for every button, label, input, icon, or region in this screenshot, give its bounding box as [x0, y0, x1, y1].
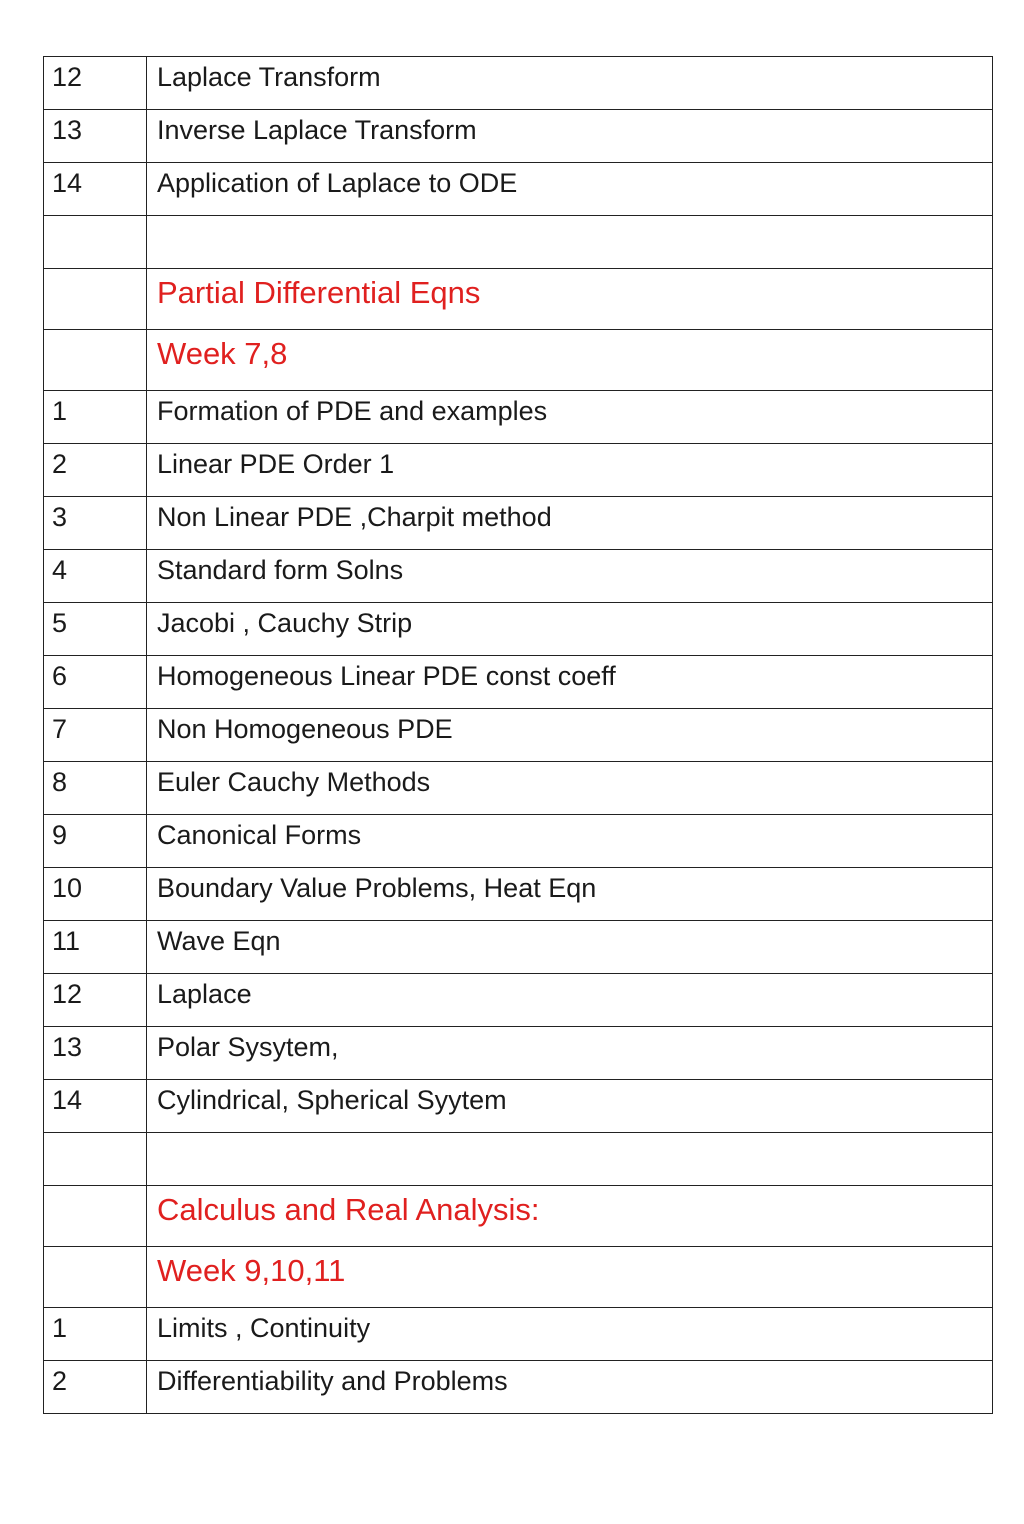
section-heading-row [44, 1186, 993, 1247]
section-heading: Week 9,10,11 [147, 1247, 993, 1308]
row-number: 11 [44, 921, 147, 974]
row-number: 3 [44, 497, 147, 550]
section-heading: Partial Differential Eqns [147, 269, 993, 330]
row-number [44, 1186, 147, 1247]
table-row [44, 110, 993, 163]
table-row [44, 550, 993, 603]
row-topic: Polar Sysytem, [147, 1027, 993, 1080]
row-topic: Standard form Solns [147, 550, 993, 603]
table-row [44, 974, 993, 1027]
row-number: 13 [44, 1027, 147, 1080]
table-row [44, 656, 993, 709]
row-number: 14 [44, 1080, 147, 1133]
row-topic [147, 1133, 993, 1186]
blank-row [44, 216, 993, 269]
row-topic: Formation of PDE and examples [147, 391, 993, 444]
row-number: 10 [44, 868, 147, 921]
row-topic: Cylindrical, Spherical Syytem [147, 1080, 993, 1133]
row-topic: Inverse Laplace Transform [147, 110, 993, 163]
row-topic [147, 216, 993, 269]
row-topic: Limits , Continuity [147, 1308, 993, 1361]
section-heading: Week 7,8 [147, 330, 993, 391]
row-topic: Differentiability and Problems [147, 1361, 993, 1414]
table-row [44, 1080, 993, 1133]
table-row [44, 815, 993, 868]
row-number: 2 [44, 1361, 147, 1414]
row-number: 5 [44, 603, 147, 656]
row-number: 12 [44, 974, 147, 1027]
row-number: 13 [44, 110, 147, 163]
row-topic: Euler Cauchy Methods [147, 762, 993, 815]
table-row [44, 163, 993, 216]
row-topic: Application of Laplace to ODE [147, 163, 993, 216]
row-number [44, 1133, 147, 1186]
row-topic: Jacobi , Cauchy Strip [147, 603, 993, 656]
section-heading-row [44, 1247, 993, 1308]
row-number [44, 216, 147, 269]
table-row [44, 603, 993, 656]
table-row [44, 391, 993, 444]
row-topic: Laplace Transform [147, 57, 993, 110]
row-topic: Canonical Forms [147, 815, 993, 868]
section-heading: Calculus and Real Analysis: [147, 1186, 993, 1247]
row-number: 12 [44, 57, 147, 110]
row-number: 14 [44, 163, 147, 216]
row-number: 8 [44, 762, 147, 815]
blank-row [44, 1133, 993, 1186]
table-row [44, 57, 993, 110]
table-row [44, 1308, 993, 1361]
table-row [44, 497, 993, 550]
row-topic: Homogeneous Linear PDE const coeff [147, 656, 993, 709]
table-row [44, 1027, 993, 1080]
section-heading-row [44, 269, 993, 330]
syllabus-table [43, 56, 993, 1414]
row-topic: Linear PDE Order 1 [147, 444, 993, 497]
syllabus-table-body [44, 57, 993, 1414]
row-topic: Non Linear PDE ,Charpit method [147, 497, 993, 550]
row-number: 9 [44, 815, 147, 868]
table-row [44, 444, 993, 497]
row-topic: Boundary Value Problems, Heat Eqn [147, 868, 993, 921]
table-row [44, 1361, 993, 1414]
row-number: 2 [44, 444, 147, 497]
row-number [44, 330, 147, 391]
table-row [44, 868, 993, 921]
table-row [44, 921, 993, 974]
row-topic: Wave Eqn [147, 921, 993, 974]
table-row [44, 762, 993, 815]
table-row [44, 709, 993, 762]
row-number: 1 [44, 1308, 147, 1361]
row-number: 7 [44, 709, 147, 762]
row-number [44, 1247, 147, 1308]
row-number: 4 [44, 550, 147, 603]
row-number: 6 [44, 656, 147, 709]
row-topic: Non Homogeneous PDE [147, 709, 993, 762]
row-number: 1 [44, 391, 147, 444]
section-heading-row [44, 330, 993, 391]
row-topic: Laplace [147, 974, 993, 1027]
row-number [44, 269, 147, 330]
